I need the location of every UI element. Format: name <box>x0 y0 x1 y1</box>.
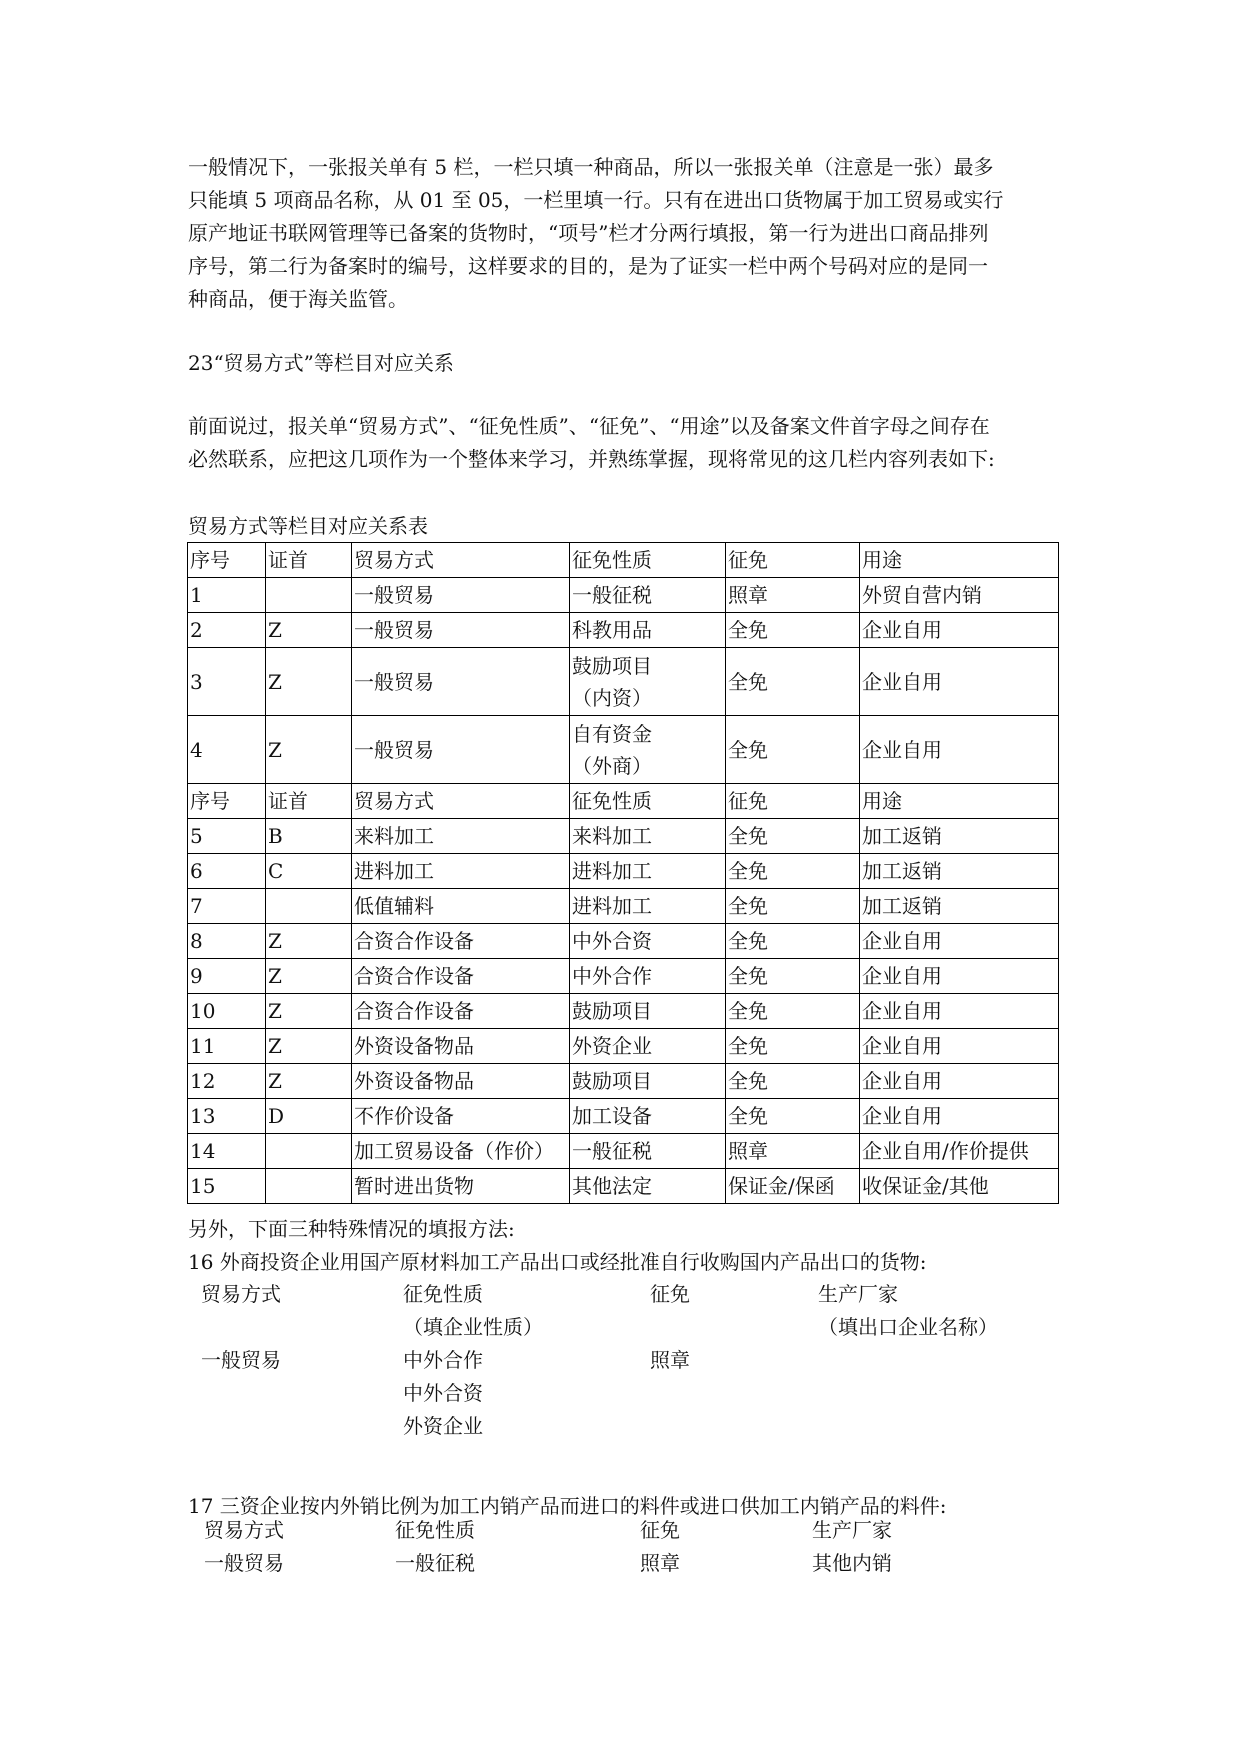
table-cell: 征免 <box>726 784 860 819</box>
table-cell: 征免性质 <box>570 784 726 819</box>
table-cell: 进料加工 <box>570 854 726 889</box>
table-cell: 鼓励项目 <box>570 994 726 1029</box>
table-cell: 中外合作 <box>570 959 726 994</box>
table-cell: 全免 <box>726 959 860 994</box>
table-cell: 企业自用 <box>860 613 1059 648</box>
table-cell: 鼓励项目 （内资） <box>570 648 726 716</box>
table-row <box>188 959 1059 994</box>
table-row <box>188 994 1059 1029</box>
table-cell: 5 <box>188 819 266 854</box>
table-cell: 合资合作设备 <box>352 994 570 1029</box>
table-cell: 征免 <box>726 543 860 578</box>
table-row <box>188 819 1059 854</box>
table-cell: 企业自用 <box>860 648 1059 716</box>
table-cell: 自有资金 （外商） <box>570 716 726 784</box>
table-cell: 保证金/保函 <box>726 1169 860 1204</box>
case-17-title: 17 三资企业按内外销比例为加工内销产品而进口的料件或进口供加工内销产品的料件: <box>188 1494 947 1518</box>
case-cell: 征免性质 <box>395 1518 475 1542</box>
table-cell: 证首 <box>266 784 352 819</box>
table-cell: 加工返销 <box>860 889 1059 924</box>
table-cell: 暂时进出货物 <box>352 1169 570 1204</box>
table-cell: 企业自用 <box>860 924 1059 959</box>
table-cell: 企业自用 <box>860 1099 1059 1134</box>
table-cell: 10 <box>188 994 266 1029</box>
table-cell: 2 <box>188 613 266 648</box>
table-cell: 11 <box>188 1029 266 1064</box>
table-cell: 全免 <box>726 648 860 716</box>
case-cell: 一般贸易 <box>201 1348 281 1372</box>
table-cell: 不作价设备 <box>352 1099 570 1134</box>
table-cell: 加工贸易设备（作价） <box>352 1134 570 1169</box>
case-cell: 征免 <box>650 1282 690 1306</box>
case-cell: 照章 <box>640 1551 680 1575</box>
table-cell: Z <box>266 613 352 648</box>
table-cell <box>266 578 352 613</box>
table-cell: 中外合资 <box>570 924 726 959</box>
table-cell: Z <box>266 959 352 994</box>
table-cell: 全免 <box>726 889 860 924</box>
table-cell: 全免 <box>726 716 860 784</box>
table-cell: 外贸自营内销 <box>860 578 1059 613</box>
case-16-title: 16 外商投资企业用国产原材料加工产品出口或经批准自行收购国内产品出口的货物: <box>188 1250 927 1274</box>
table-cell: 来料加工 <box>352 819 570 854</box>
table-cell: 7 <box>188 889 266 924</box>
table-cell: B <box>266 819 352 854</box>
text-line: 序号，第二行为备案时的编号，这样要求的目的，是为了证实一栏中两个号码对应的是同一 <box>188 254 988 278</box>
case-cell: （填出口企业名称） <box>818 1315 998 1339</box>
table-cell: 收保证金/其他 <box>860 1169 1059 1204</box>
table-cell: Z <box>266 1064 352 1099</box>
table-cell <box>266 1134 352 1169</box>
table-row <box>188 1169 1059 1204</box>
table-cell: 加工返销 <box>860 854 1059 889</box>
table-cell: 一般贸易 <box>352 578 570 613</box>
table-cell: 低值辅料 <box>352 889 570 924</box>
table-cell: 一般征税 <box>570 578 726 613</box>
table-cell: 全免 <box>726 613 860 648</box>
table-row <box>188 716 1059 784</box>
table-cell: 来料加工 <box>570 819 726 854</box>
table-cell: 14 <box>188 1134 266 1169</box>
table-cell: 全免 <box>726 994 860 1029</box>
table-cell: 证首 <box>266 543 352 578</box>
table-cell: 一般征税 <box>570 1134 726 1169</box>
table-cell: 外资设备物品 <box>352 1029 570 1064</box>
table-row <box>188 889 1059 924</box>
table-cell: 8 <box>188 924 266 959</box>
table-cell: 企业自用 <box>860 994 1059 1029</box>
relation-table <box>187 542 1059 1204</box>
case-cell: 照章 <box>650 1348 690 1372</box>
table-cell: 合资合作设备 <box>352 959 570 994</box>
case-cell: 生产厂家 <box>812 1518 892 1542</box>
case-cell: （填企业性质） <box>403 1315 543 1339</box>
table-cell: Z <box>266 648 352 716</box>
table-cell: 加工设备 <box>570 1099 726 1134</box>
table-cell: 加工返销 <box>860 819 1059 854</box>
table-cell: 9 <box>188 959 266 994</box>
case-cell: 一般征税 <box>395 1551 475 1575</box>
case-cell: 中外合资 <box>403 1381 483 1405</box>
table-cell: 全免 <box>726 854 860 889</box>
table-row <box>188 1064 1059 1099</box>
case-cell: 贸易方式 <box>201 1282 281 1306</box>
table-cell: 企业自用 <box>860 716 1059 784</box>
table-row <box>188 613 1059 648</box>
text-line: 一般情况下，一张报关单有 5 栏，一栏只填一种商品，所以一张报关单（注意是一张）最多 <box>188 155 994 179</box>
table-row <box>188 1099 1059 1134</box>
table-cell: 贸易方式 <box>352 543 570 578</box>
table-cell: 全免 <box>726 1029 860 1064</box>
table-cell: 全免 <box>726 924 860 959</box>
table-title: 贸易方式等栏目对应关系表 <box>188 514 428 538</box>
table-cell: 照章 <box>726 578 860 613</box>
table-cell: 征免性质 <box>570 543 726 578</box>
table-row <box>188 1134 1059 1169</box>
table-cell: 外资设备物品 <box>352 1064 570 1099</box>
table-header-row <box>188 543 1059 578</box>
table-cell: 进料加工 <box>352 854 570 889</box>
table-row <box>188 854 1059 889</box>
table-cell: 全免 <box>726 1099 860 1134</box>
second-paragraph <box>188 410 1058 476</box>
case-cell: 外资企业 <box>403 1414 483 1438</box>
intro-paragraph <box>188 151 1058 316</box>
note-text: 另外，下面三种特殊情况的填报方法: <box>188 1217 515 1241</box>
table-row <box>188 648 1059 716</box>
table-cell: 科教用品 <box>570 613 726 648</box>
table-cell: 企业自用/作价提供 <box>860 1134 1059 1169</box>
section-heading: 23“贸易方式”等栏目对应关系 <box>188 351 454 375</box>
text-line: 前面说过，报关单“贸易方式”、“征免性质”、“征免”、“用途”以及备案文件首字母之间存在 <box>188 414 990 438</box>
table-cell: Z <box>266 1029 352 1064</box>
table-cell <box>266 889 352 924</box>
case-cell: 生产厂家 <box>818 1282 898 1306</box>
table-cell: 鼓励项目 <box>570 1064 726 1099</box>
case-cell: 贸易方式 <box>204 1518 284 1542</box>
table-cell: 其他法定 <box>570 1169 726 1204</box>
case-cell: 一般贸易 <box>204 1551 284 1575</box>
table-cell: 企业自用 <box>860 1064 1059 1099</box>
table-cell: Z <box>266 924 352 959</box>
table-cell: 序号 <box>188 784 266 819</box>
table-cell: Z <box>266 994 352 1029</box>
table-cell: 12 <box>188 1064 266 1099</box>
text-line: 只能填 5 项商品名称，从 01 至 05，一栏里填一行。只有在进出口货物属于加工贸易或实行 <box>188 188 1004 212</box>
table-cell: 6 <box>188 854 266 889</box>
table-header-row <box>188 784 1059 819</box>
table-cell: 外资企业 <box>570 1029 726 1064</box>
table-cell: 全免 <box>726 819 860 854</box>
table-cell: 用途 <box>860 784 1059 819</box>
case-cell: 征免 <box>640 1518 680 1542</box>
text-line: 必然联系，应把这几项作为一个整体来学习，并熟练掌握，现将常见的这几栏内容列表如下: <box>188 447 995 471</box>
table-row <box>188 924 1059 959</box>
case-cell: 征免性质 <box>403 1282 483 1306</box>
table-cell: 1 <box>188 578 266 613</box>
table-cell: 贸易方式 <box>352 784 570 819</box>
table-cell: 企业自用 <box>860 959 1059 994</box>
table-cell: 13 <box>188 1099 266 1134</box>
case-cell: 其他内销 <box>812 1551 892 1575</box>
table-cell: 一般贸易 <box>352 716 570 784</box>
case-cell: 中外合作 <box>403 1348 483 1372</box>
table-cell: 企业自用 <box>860 1029 1059 1064</box>
table-cell: 合资合作设备 <box>352 924 570 959</box>
table-row <box>188 1029 1059 1064</box>
table-cell: 一般贸易 <box>352 613 570 648</box>
text-line: 种商品，便于海关监管。 <box>188 287 408 311</box>
table-cell: Z <box>266 716 352 784</box>
table-cell: 进料加工 <box>570 889 726 924</box>
table-cell: 用途 <box>860 543 1059 578</box>
table-row <box>188 578 1059 613</box>
table-cell: 3 <box>188 648 266 716</box>
table-cell: C <box>266 854 352 889</box>
table-cell <box>266 1169 352 1204</box>
text-line: 原产地证书联网管理等已备案的货物时，“项号”栏才分两行填报，第一行为进出口商品排列 <box>188 221 989 245</box>
table-cell: 4 <box>188 716 266 784</box>
table-cell: 照章 <box>726 1134 860 1169</box>
table-cell: 序号 <box>188 543 266 578</box>
table-cell: 15 <box>188 1169 266 1204</box>
table-cell: 全免 <box>726 1064 860 1099</box>
table-cell: 一般贸易 <box>352 648 570 716</box>
table-cell: D <box>266 1099 352 1134</box>
